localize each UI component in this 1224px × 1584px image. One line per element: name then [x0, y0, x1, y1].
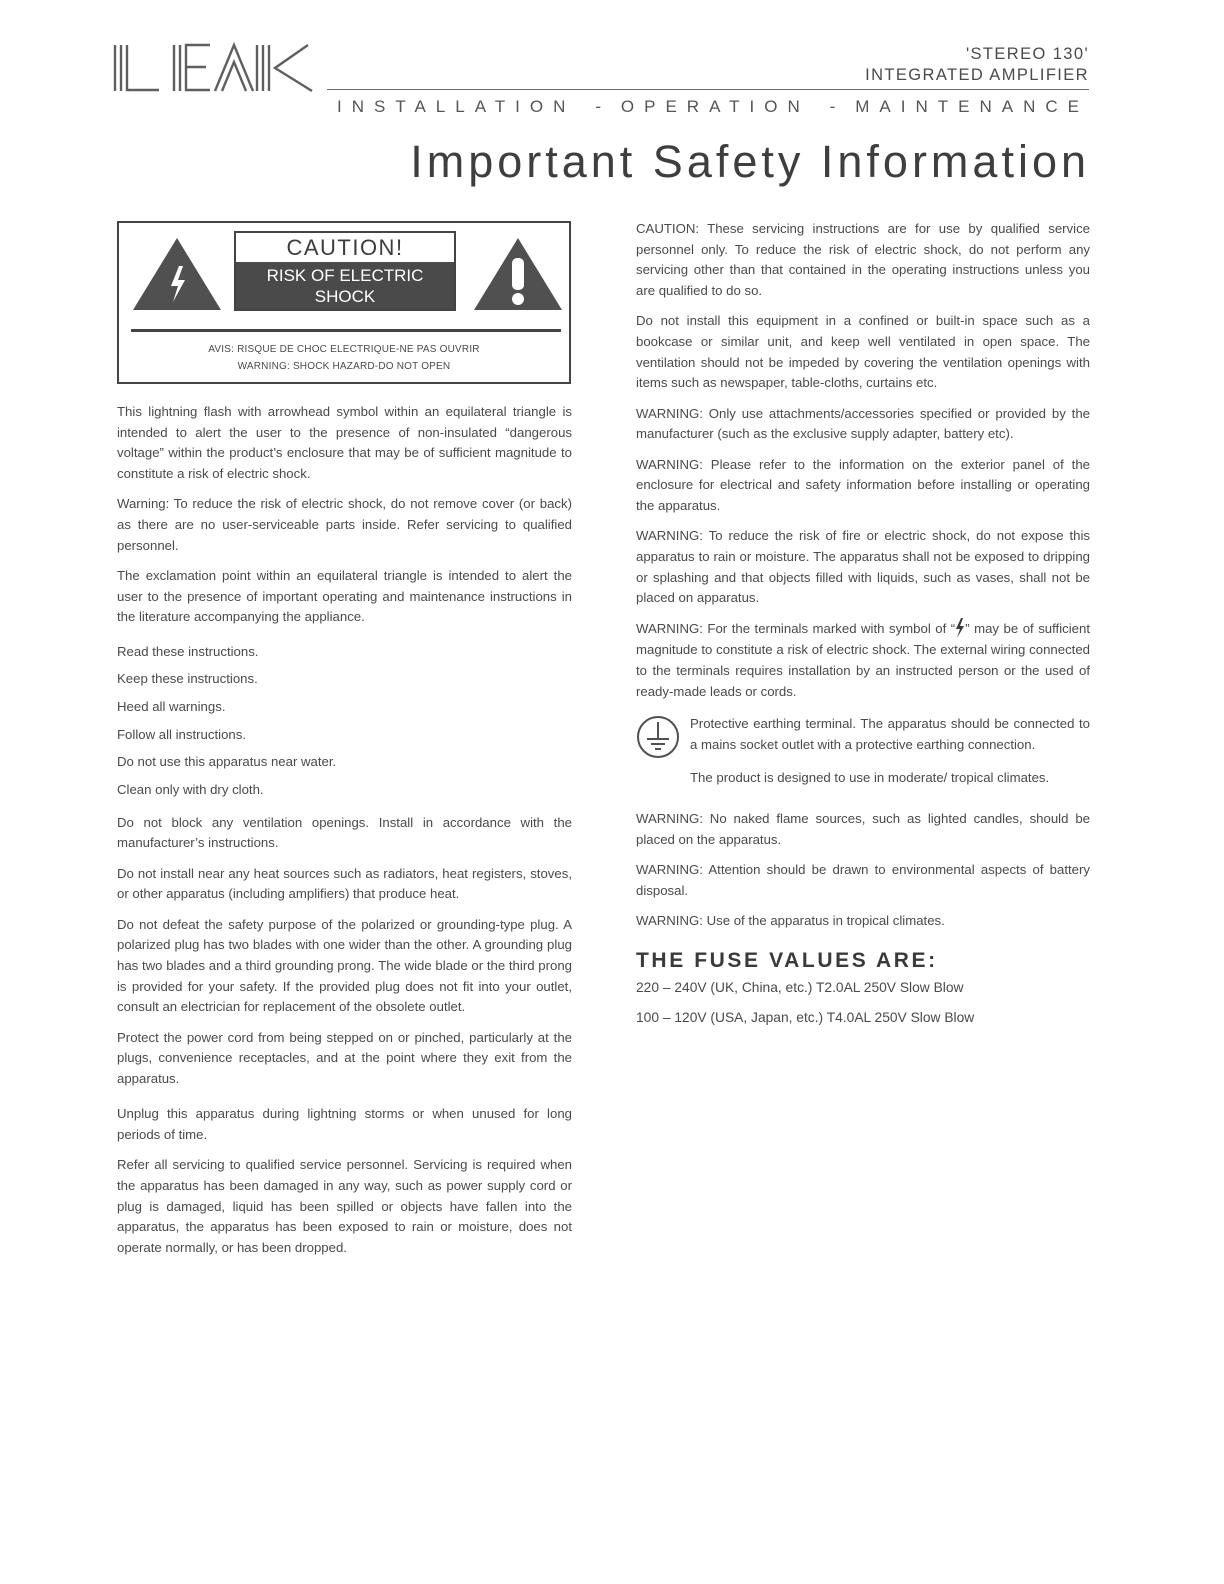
- page-title: Important Safety Information: [410, 136, 1090, 187]
- product-name: INTEGRATED AMPLIFIER: [865, 66, 1089, 84]
- exclamation-symbol-note: The exclamation point within an equilateral triangle is intended to alert the user to the presence of important operating and maintenance instructions in the literature accompanying the appliance.: [117, 567, 572, 625]
- caution-english: WARNING: SHOCK HAZARD-DO NOT OPEN: [237, 361, 451, 372]
- earthing-note: [636, 714, 1090, 759]
- caution-label: [117, 221, 571, 384]
- instruction-item: Read these instructions.: [117, 643, 259, 659]
- terminal-warning: [636, 618, 1090, 702]
- leak-logo: [112, 40, 317, 94]
- accessories-warning: WARNING: Only use attachments/accessories specified or provided by the manufacturer (such as the exclusive supply adapter, battery etc).: [636, 405, 1090, 442]
- section-subheading: [337, 97, 1089, 117]
- climate-note: The product is designed to use in moderate/ tropical climates.: [690, 770, 1050, 786]
- lightning-bolt-icon: [955, 618, 965, 638]
- exterior-panel-warning: WARNING: Please refer to the information on the exterior panel of the enclosure for electrical and safety information before installing or operating the apparatus.: [636, 456, 1090, 513]
- fuse-value-uk: 220 – 240V (UK, China, etc.) T2.0AL 250V Slow Blow: [636, 980, 964, 996]
- terminal-warning-end: ” may be of sufficient magnitude to constitute a risk of electric shock. The external wiring connected to the terminals requires installation by an instructed person or the used of ready-made leads or cords.: [636, 621, 1090, 699]
- instruction-item: Follow all instructions.: [117, 726, 246, 742]
- fuse-values: [636, 978, 1090, 1028]
- instruction-item: Heed all warnings.: [117, 698, 226, 714]
- subhead-separator: -: [829, 97, 836, 116]
- tropical-climate-warning: WARNING: Use of the apparatus in tropical climates.: [636, 912, 945, 928]
- subhead-maintenance: MAINTENANCE: [855, 97, 1089, 116]
- naked-flame-warning: WARNING: No naked flame sources, such as lighted candles, should be placed on the apparatus.: [636, 810, 1090, 847]
- caution-panel: [234, 231, 456, 327]
- installation-space-note: Do not install this equipment in a confined or built-in space such as a bookcase or similar unit, and keep well ventilated in open space. The ventilation should not be impeded by covering the ventilation openings with items such as newspaper, table-cloths, curtains etc.: [636, 313, 1090, 391]
- exclamation-warning-icon: [472, 236, 564, 312]
- model-block: [865, 44, 1089, 86]
- subhead-separator: -: [595, 97, 601, 116]
- fuse-value-usa: 100 – 120V (USA, Japan, etc.) T4.0AL 250V Slow Blow: [636, 1009, 975, 1025]
- caution-divider: [131, 329, 561, 332]
- caution-line-1: RISK OF ELECTRIC SHOCK: [266, 266, 424, 306]
- moisture-warning: WARNING: To reduce the risk of fire or electric shock, do not expose this apparatus to rain or moisture. The apparatus shall not be exposed to dripping or splashing and that objects filled with liquids, such as vases, shall not be placed on apparatus.: [636, 528, 1090, 606]
- cover-warning: Warning: To reduce the risk of electric shock, do not remove cover (or back) as there are no user-serviceable parts inside. Refer servicing to qualified personnel.: [117, 496, 572, 553]
- instruction-item: Clean only with dry cloth.: [117, 782, 264, 798]
- earthing-text: Protective earthing terminal. The apparatus should be connected to a mains socket outlet with a protective earthing connection.: [690, 716, 1090, 752]
- lightning-warning-icon: [131, 236, 223, 312]
- instruction-item: Do not use this apparatus near water.: [117, 754, 337, 770]
- subhead-operation: OPERATION: [620, 97, 810, 116]
- caution-french: AVIS: RISQUE DE CHOC ELECTRIQUE-NE PAS OUVRIR: [208, 344, 480, 355]
- heat-source-rule: Do not install near any heat sources such as radiators, heat registers, stoves, or other apparatus (including amplifiers) that produce heat.: [117, 865, 572, 902]
- caution-title: CAUTION!: [286, 235, 404, 260]
- header-rule: [327, 89, 1089, 90]
- right-column: [636, 219, 1090, 1038]
- left-column: [117, 402, 572, 1268]
- battery-disposal-warning: WARNING: Attention should be drawn to environmental aspects of battery disposal.: [636, 861, 1090, 898]
- ventilation-rule: Do not block any ventilation openings. Install in accordance with the manufacturer’s instructions.: [117, 814, 572, 851]
- fuse-heading: THE FUSE VALUES ARE:: [636, 949, 938, 973]
- model-name: 'STEREO 130': [965, 45, 1089, 63]
- plug-rule: Do not defeat the safety purpose of the polarized or grounding-type plug. A polarized plug has two blades with one wider than the other. A grounding plug has two blades and a third grounding prong. The wide blade or the third prong is provided for your safety. If the provided plug does not fit into your outlet, consult an electrician for replacement of the obsolete outlet.: [117, 916, 572, 1015]
- caution-line-2: DO NOT OPEN: [285, 308, 405, 327]
- lightning-symbol-note: This lightning flash with arrowhead symbol within an equilateral triangle is intended to alert the user to the presence of non-insulated “dangerous voltage” within the product’s enclosure that may be of sufficient magnitude to constitute a risk of electric shock.: [117, 404, 572, 482]
- servicing-rule: Refer all servicing to qualified service personnel. Servicing is required when the apparatus has been damaged in any way, such as power supply cord or plug is damaged, liquid has been spilled or objects have fallen into the apparatus, the apparatus has been exposed to rain or moisture, does not operate normally, or has been dropped.: [117, 1157, 572, 1255]
- protective-earth-icon: [636, 715, 680, 759]
- caution-shock-panel: [236, 262, 454, 327]
- terminal-warning-start: WARNING: For the terminals marked with symbol of “: [636, 621, 956, 637]
- instruction-item: Keep these instructions.: [117, 671, 258, 687]
- subhead-installation: INSTALLATION: [337, 97, 576, 116]
- basic-instructions: [117, 638, 572, 804]
- unplug-rule: Unplug this apparatus during lightning storms or when unused for long periods of time.: [117, 1106, 572, 1142]
- servicing-caution: CAUTION: These servicing instructions are for use by qualified service personnel only. To reduce the risk of electric shock, do not perform any servicing other than that contained in the operating instructions unless you are qualified to do so.: [636, 221, 1090, 299]
- power-cord-rule: Protect the power cord from being stepped on or pinched, particularly at the plugs, convenience receptacles, and at the point where they exit from the apparatus.: [117, 1029, 572, 1086]
